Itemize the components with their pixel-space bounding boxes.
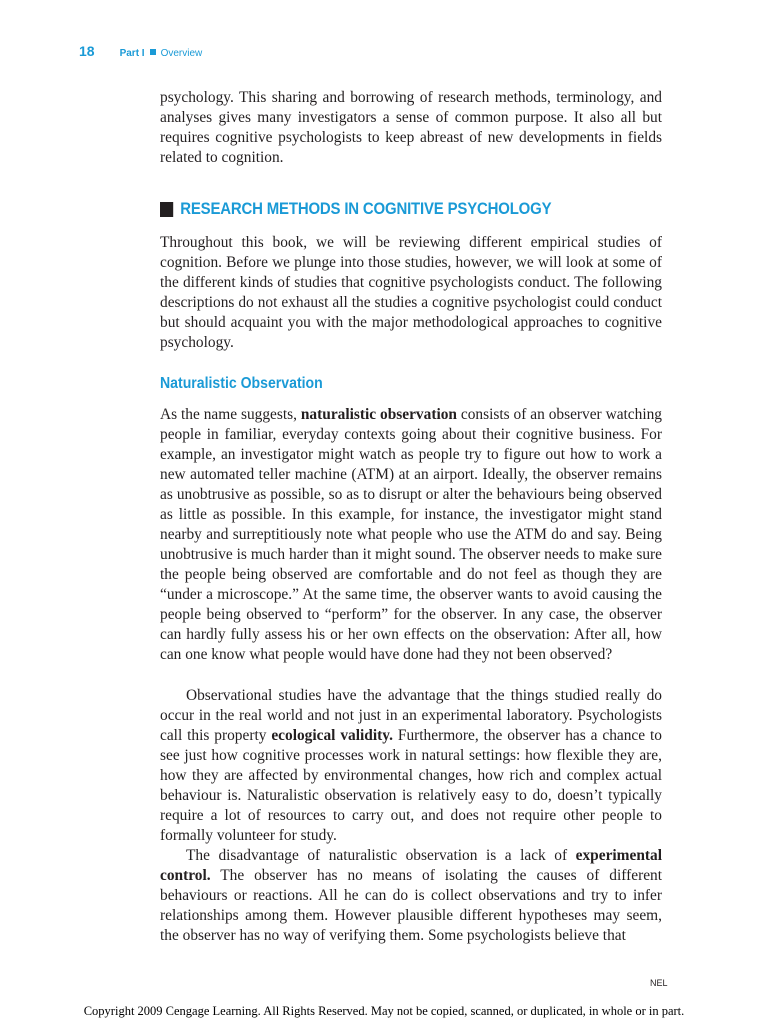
text-run: Observational studies have the advantage that the things studied really do occur in the real world and not just in an experimental laboratory. Psychologists call this property bbox=[160, 687, 662, 744]
square-bullet-icon bbox=[150, 49, 156, 55]
section-paragraph: Throughout this book, we will be reviewing different empirical studies of cognition. Before we plunge into those studies, however, we will look at some of the different kinds of studies that cognitive psychologists conduct. The following descriptions do not exhaust all the studies a cognitive psychologist could conduct but should acquaint you with the major methodological approaches to cognitive psychology. bbox=[160, 234, 662, 351]
square-bullet-icon bbox=[160, 202, 173, 217]
text-run: Furthermore, the observer has a chance to see just how cognitive processes work in natural settings: how flexible they are, how they are affected by environmental changes, how rich and complex actual behaviour is. Naturalistic observation is relatively easy to do, doesn’t typically require a lot of resources to carry out, and does not require other people to formally volunteer for study. bbox=[160, 727, 662, 844]
text-run: As the name suggests, bbox=[160, 406, 301, 423]
key-term: ecological validity. bbox=[271, 727, 393, 744]
key-term: experimental control. bbox=[160, 847, 662, 884]
subheading: Naturalistic Observation bbox=[160, 375, 323, 392]
key-term: naturalistic observation bbox=[300, 406, 457, 423]
running-head bbox=[79, 43, 202, 59]
text-run: consists of an observer watching people in familiar, everyday contexts going about their cognitive business. For example, an investigator might watch as people try to figure out how to work a new automated teller machine (ATM) at an airport. Ideally, the observer remains as unobtrusive as possible, so as to disrupt or alter the behaviours being observed as little as possible. In this example, for instance, the investigator might stand nearby and surreptitiously note what people who use the ATM do and say. Being unobtrusive is much harder than it might sound. The observer needs to make sure the people being observed are comfortable and do not feel as though they are “under a microscope.” At the same time, the observer wants to avoid causing the people being observed to “perform” for the observer. In any case, the observer can hardly fully assess his or her own effects on the observation: After all, how can one know what people would have done had they not been observed? bbox=[160, 406, 663, 663]
part-label: Part I bbox=[119, 48, 145, 59]
page-number: 18 bbox=[79, 43, 95, 59]
text-run: The disadvantage of naturalistic observation is a lack of bbox=[186, 847, 576, 864]
intro-paragraph: psychology. This sharing and borrowing of research methods, terminology, and analyses gives many investigators a sense of common purpose. It also all but requires cognitive psychologists to keep abreast of new developments in fields related to cognition. bbox=[160, 89, 662, 166]
paragraph bbox=[160, 405, 662, 665]
paragraph bbox=[160, 846, 662, 946]
publisher-mark: NEL bbox=[650, 978, 668, 988]
section-label: Overview bbox=[160, 48, 203, 59]
paragraph bbox=[160, 686, 662, 846]
section-heading bbox=[160, 199, 551, 219]
copyright-notice: Copyright 2009 Cengage Learning. All Rights Reserved. May not be copied, scanned, or duplicated, in whole or in part. bbox=[83, 1004, 685, 1018]
section-heading-text: RESEARCH METHODS IN COGNITIVE PSYCHOLOGY bbox=[180, 199, 552, 218]
text-run: The observer has no means of isolating the causes of different behaviours or reactions. All he can do is collect observations and try to infer relationships among them. However plausible different hypotheses may seem, the observer has no way of verifying them. Some psychologists believe that bbox=[160, 867, 662, 944]
